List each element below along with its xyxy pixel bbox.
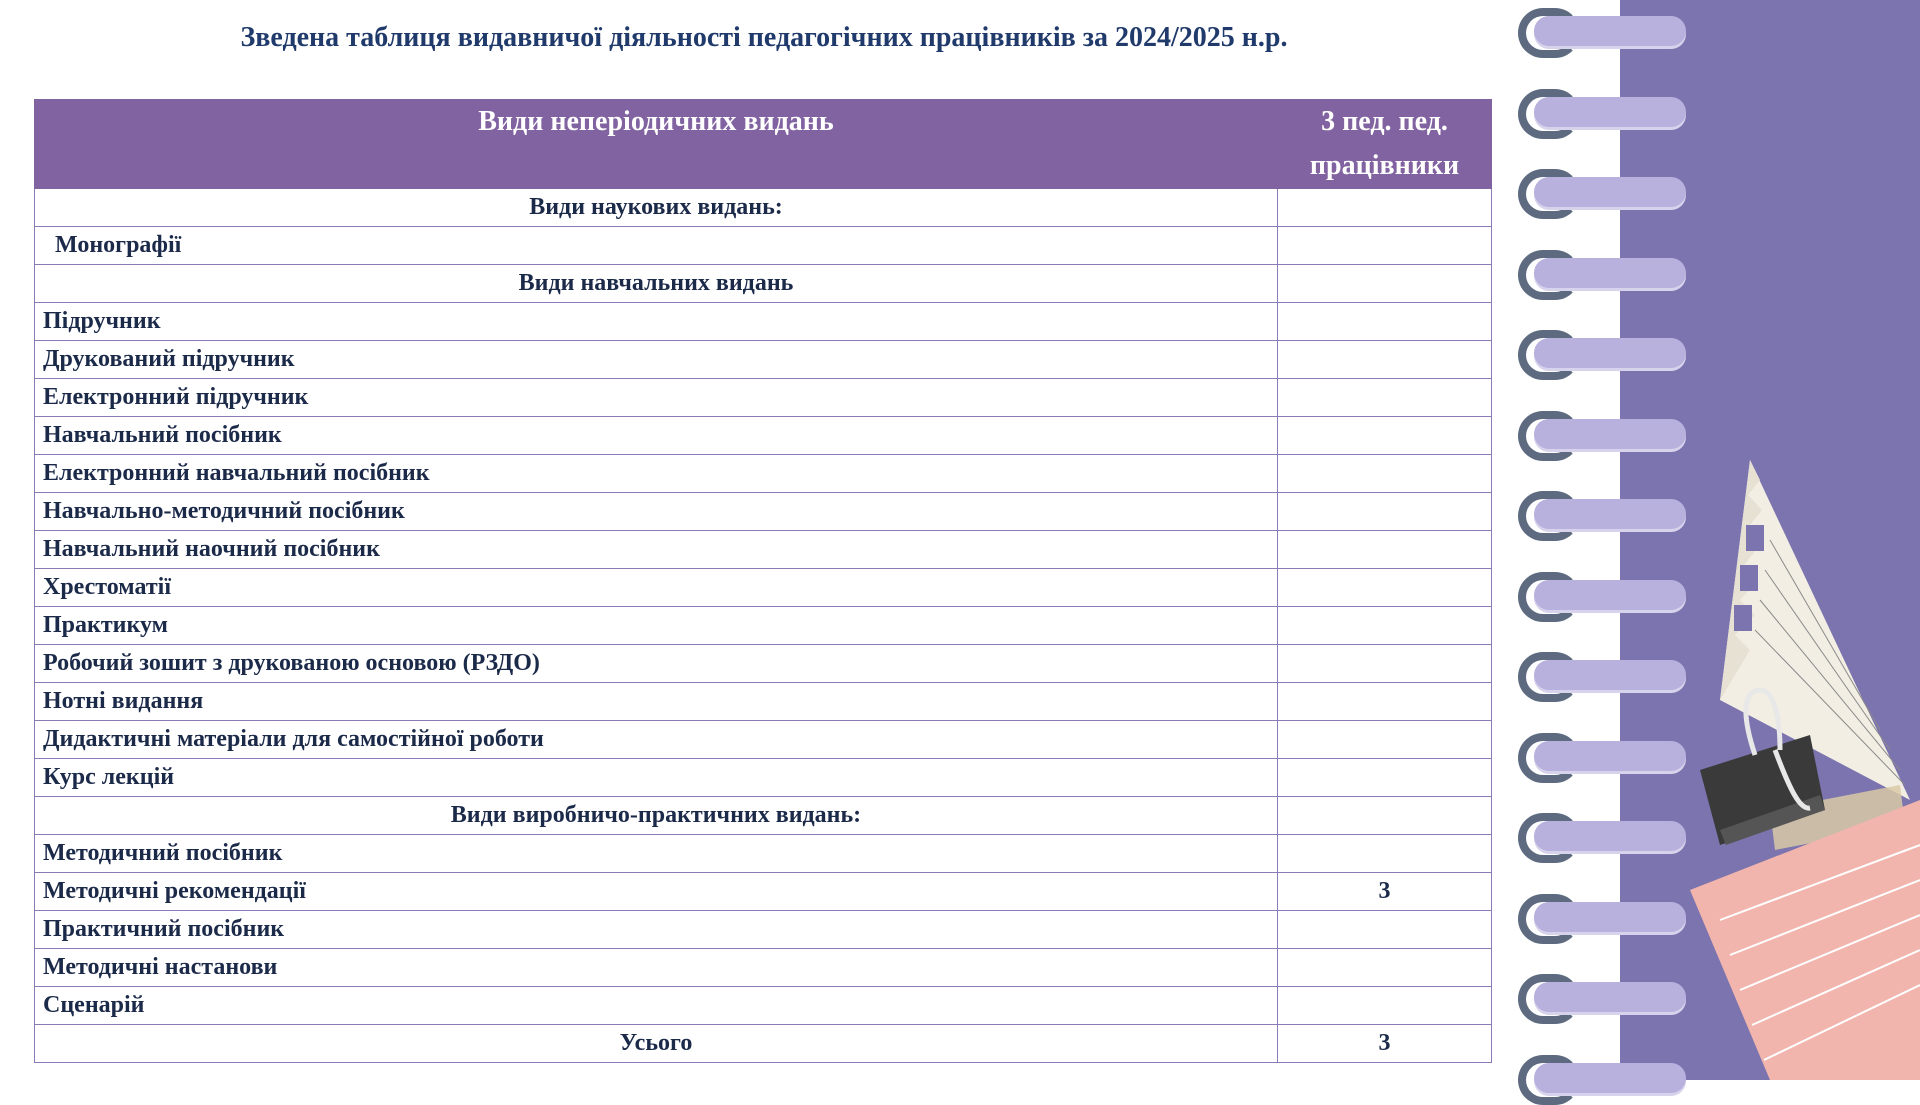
publication-type-cell: Робочий зошит з друкованою основою (РЗДО): [35, 645, 1278, 683]
table-header-row: [35, 100, 1492, 189]
publication-count-cell: [1278, 721, 1492, 759]
publication-type-cell: Методичні настанови: [35, 949, 1278, 987]
publication-count-cell: [1278, 835, 1492, 873]
table-row: [35, 303, 1492, 341]
table-section-row: [35, 797, 1492, 835]
column-header-type: Види неперіодичних видань: [35, 100, 1278, 189]
table-row: [35, 873, 1492, 911]
table-row: [35, 417, 1492, 455]
publication-type-cell: Курс лекцій: [35, 759, 1278, 797]
publication-type-cell: Практичний посібник: [35, 911, 1278, 949]
publication-type-cell: Друкований підручник: [35, 341, 1278, 379]
publication-count-cell: [1278, 265, 1492, 303]
publication-type-cell: Електронний навчальний посібник: [35, 455, 1278, 493]
publication-count-cell: [1278, 569, 1492, 607]
publication-type-cell: Монографії: [35, 227, 1278, 265]
binding-tab-decoration: [1534, 16, 1686, 46]
publications-table: [34, 99, 1492, 1063]
publication-type-cell: Навчальний наочний посібник: [35, 531, 1278, 569]
publication-count-cell: [1278, 949, 1492, 987]
table-row: [35, 607, 1492, 645]
publication-count-cell: [1278, 987, 1492, 1025]
publication-count-cell: 3: [1278, 873, 1492, 911]
table-section-row: [35, 265, 1492, 303]
binding-tab-decoration: [1534, 338, 1686, 368]
publication-count-cell: [1278, 759, 1492, 797]
table-row: [35, 379, 1492, 417]
publication-count-cell: [1278, 189, 1492, 227]
table-row: [35, 911, 1492, 949]
publication-type-cell: Види виробничо-практичних видань:: [35, 797, 1278, 835]
publication-type-cell: Підручник: [35, 303, 1278, 341]
binding-tab-decoration: [1534, 419, 1686, 449]
table-row: [35, 341, 1492, 379]
publication-count-cell: [1278, 645, 1492, 683]
publication-type-cell: Хрестоматії: [35, 569, 1278, 607]
publication-type-cell: Навчальний посібник: [35, 417, 1278, 455]
binding-tab-decoration: [1534, 258, 1686, 288]
publication-count-cell: 3: [1278, 1025, 1492, 1063]
table-row: [35, 569, 1492, 607]
table-row: [35, 683, 1492, 721]
publication-type-cell: Навчально-методичний посібник: [35, 493, 1278, 531]
publication-type-cell: Дидактичні матеріали для самостійної роботи: [35, 721, 1278, 759]
table-row: [35, 721, 1492, 759]
publication-type-cell: Електронний підручник: [35, 379, 1278, 417]
publication-count-cell: [1278, 531, 1492, 569]
stationery-illustration: [1660, 450, 1920, 1080]
table-body: [35, 189, 1492, 1063]
publication-type-cell: Види наукових видань:: [35, 189, 1278, 227]
table-row: [35, 987, 1492, 1025]
table-row: [35, 759, 1492, 797]
publication-count-cell: [1278, 911, 1492, 949]
table-row: [35, 949, 1492, 987]
binding-tab-decoration: [1534, 177, 1686, 207]
publication-count-cell: [1278, 683, 1492, 721]
publication-type-cell: Нотні видання: [35, 683, 1278, 721]
publication-count-cell: [1278, 303, 1492, 341]
publications-table-wrapper: [34, 99, 1491, 1063]
table-row: [35, 455, 1492, 493]
publication-type-cell: Види навчальних видань: [35, 265, 1278, 303]
publication-count-cell: [1278, 607, 1492, 645]
publication-type-cell: Сценарій: [35, 987, 1278, 1025]
publication-count-cell: [1278, 379, 1492, 417]
publication-count-cell: [1278, 797, 1492, 835]
table-row: [35, 645, 1492, 683]
binding-tab-decoration: [1534, 97, 1686, 127]
table-total-row: [35, 1025, 1492, 1063]
table-row: [35, 227, 1492, 265]
publication-type-cell: Методичний посібник: [35, 835, 1278, 873]
table-row: [35, 531, 1492, 569]
table-row: [35, 835, 1492, 873]
column-header-count: 3 пед. пед. працівники: [1278, 100, 1492, 189]
table-row: [35, 493, 1492, 531]
publication-count-cell: [1278, 493, 1492, 531]
publication-count-cell: [1278, 341, 1492, 379]
publication-type-cell: Усього: [35, 1025, 1278, 1063]
publication-count-cell: [1278, 455, 1492, 493]
table-section-row: [35, 189, 1492, 227]
publication-type-cell: Практикум: [35, 607, 1278, 645]
publication-count-cell: [1278, 227, 1492, 265]
publication-count-cell: [1278, 417, 1492, 455]
publication-type-cell: Методичні рекомендації: [35, 873, 1278, 911]
page-title: Зведена таблиця видавничої діяльності педагогічних працівників за 2024/2025 н.р.: [240, 22, 1288, 53]
